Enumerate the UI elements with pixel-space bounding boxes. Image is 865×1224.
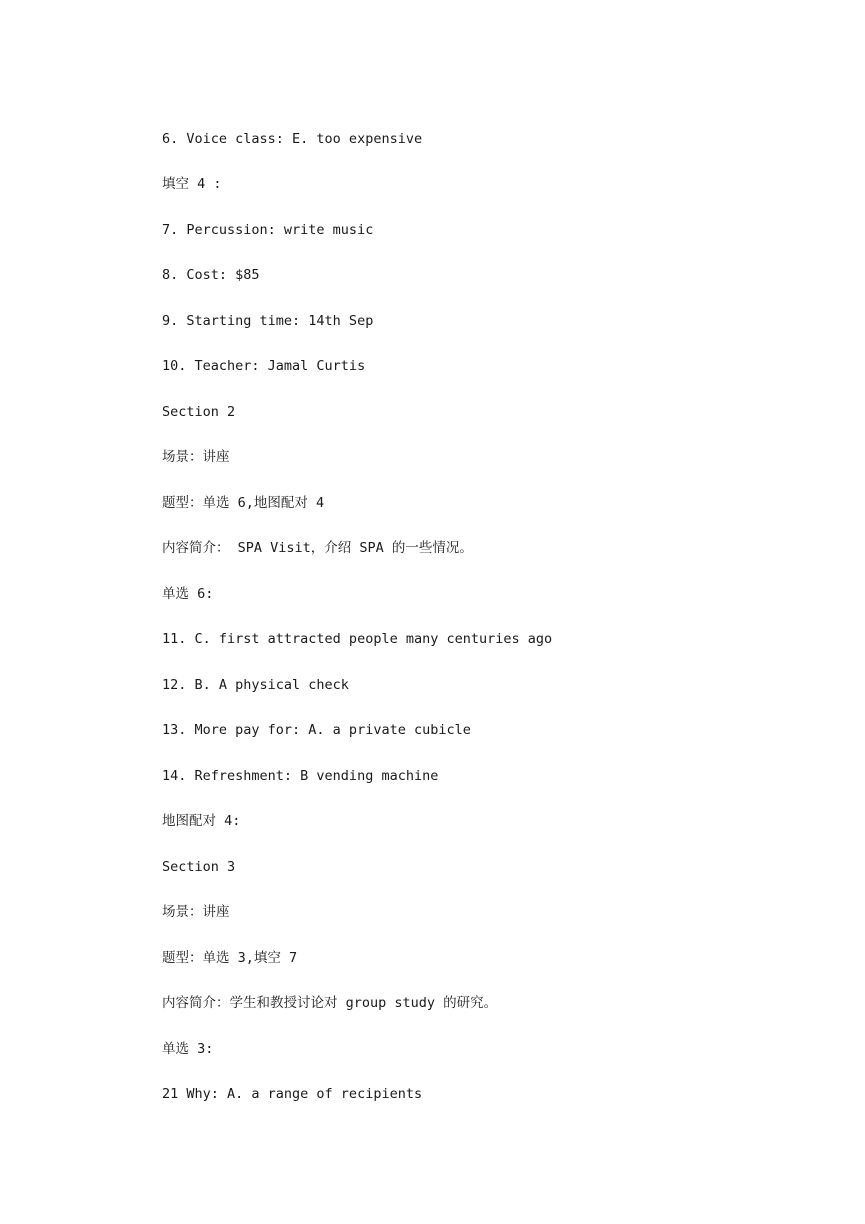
answer-line-14: 14. Refreshment: B vending machine xyxy=(162,768,439,784)
answer-line-12: 12. B. A physical check xyxy=(162,677,349,693)
answer-line-10: 10. Teacher: Jamal Curtis xyxy=(162,358,366,374)
answer-line-7: 7. Percussion: write music xyxy=(162,222,374,238)
content-summary-line: 内容简介： SPA Visit，介绍 SPA 的一些情况。 xyxy=(162,540,473,556)
answer-line-9: 9. Starting time: 14th Sep xyxy=(162,313,374,329)
subsection-heading-map-matching: 地图配对 4: xyxy=(162,813,241,829)
section-title-2: Section 2 xyxy=(162,404,236,420)
scene-line: 场景：讲座 xyxy=(162,904,230,920)
answer-line-11: 11. C. first attracted people many centuries ago xyxy=(162,631,553,647)
answer-line-13: 13. More pay for: A. a private cubicle xyxy=(162,722,471,738)
section-heading-fill-blank: 填空 4 : xyxy=(162,176,222,192)
content-summary-line: 内容简介：学生和教授讨论对 group study 的研究。 xyxy=(162,995,498,1011)
subsection-heading-single-choice: 单选 3: xyxy=(162,1041,214,1057)
question-type-line: 题型：单选 3,填空 7 xyxy=(162,950,298,966)
scene-line: 场景：讲座 xyxy=(162,449,230,465)
subsection-heading-single-choice: 单选 6: xyxy=(162,586,214,602)
answer-line-21: 21 Why: A. a range of recipients xyxy=(162,1086,423,1102)
section-title-3: Section 3 xyxy=(162,859,236,875)
answer-line-6: 6. Voice class: E. too expensive xyxy=(162,131,423,147)
answer-line-8: 8. Cost: $85 xyxy=(162,267,260,283)
question-type-line: 题型：单选 6,地图配对 4 xyxy=(162,495,325,511)
